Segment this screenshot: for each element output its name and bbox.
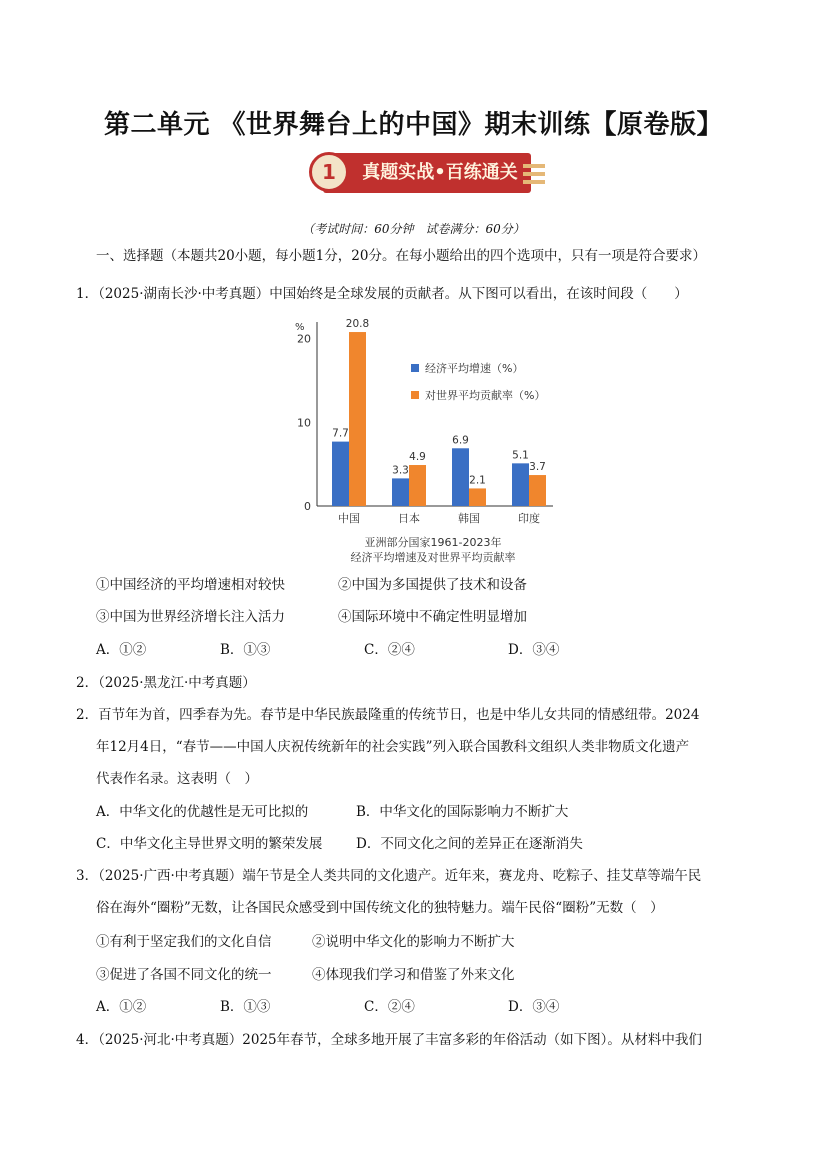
y-ticks xyxy=(297,333,311,513)
q3-option-b: B．①③ xyxy=(220,999,271,1015)
q2-source: 2．（2025·黑龙江·中考真题） xyxy=(76,675,256,691)
x-tick-label: 中国 xyxy=(338,512,360,525)
q3-option-a: A．①② xyxy=(96,999,147,1015)
bar-value-label: 5.1 xyxy=(512,449,529,462)
bar-growth xyxy=(332,442,349,506)
banner-stripe xyxy=(523,172,545,176)
bar-value-label: 3.3 xyxy=(392,464,409,477)
q2-option-d: D．不同文化之间的差异正在逐渐消失 xyxy=(356,836,583,852)
banner-stripe xyxy=(523,164,545,168)
q2-stem-line-2: 年12月4日，“春节——中国人庆祝传统新年的社会实践”列入联合国教科文组织人类非物质文化遗产 xyxy=(96,739,690,755)
q2-stem-line-1: 2．百节年为首，四季春为先。春节是中华民族最隆重的传统节日，也是中华儿女共同的情感纽带。2024 xyxy=(76,707,700,723)
bar-contribution xyxy=(409,465,426,506)
q1-option-d: D．③④ xyxy=(508,642,560,658)
bar-value-label: 2.1 xyxy=(469,474,486,487)
bar-growth xyxy=(452,448,469,506)
q1-option-a: A．①② xyxy=(96,642,147,658)
q3-statement-3: ③促进了各国不同文化的统一 xyxy=(96,967,272,983)
bar-chart xyxy=(285,316,565,568)
chart-caption-line-2: 经济平均增速及对世界平均贡献率 xyxy=(350,551,516,564)
q3-stem-line-2: 俗在海外“圈粉”无数，让各国民众感受到中国传统文化的独特魅力。端午民俗“圈粉”无数（ ） xyxy=(96,900,664,916)
bar-value-label: 3.7 xyxy=(529,461,546,474)
q1-option-b: B．①③ xyxy=(220,642,271,658)
y-tick-label: 10 xyxy=(297,416,311,430)
q1-statement-1: ①中国经济的平均增速相对较快 xyxy=(96,577,285,593)
q2-option-b: B．中华文化的国际影响力不断扩大 xyxy=(356,804,569,820)
page-title: 第二单元 《世界舞台上的中国》期末训练【原卷版】 xyxy=(103,110,724,140)
y-tick-label: 20 xyxy=(297,332,311,346)
legend-label-contribution: 对世界平均贡献率（%） xyxy=(425,389,546,402)
q1-option-c: C．②④ xyxy=(364,642,415,658)
q2-option-c: C．中华文化主导世界文明的繁荣发展 xyxy=(96,836,323,852)
bars xyxy=(332,318,546,525)
x-tick-label: 韩国 xyxy=(458,512,480,525)
bar-value-label: 7.7 xyxy=(332,427,349,440)
q2-stem-line-3: 代表作名录。这表明（ ） xyxy=(96,771,258,787)
banner-number-badge: 1 xyxy=(309,152,349,192)
x-tick-label: 印度 xyxy=(518,512,540,525)
bar-contribution xyxy=(469,488,486,506)
section-heading: 一、选择题（本题共20小题，每小题1分，20分。在每小题给出的四个选项中，只有一项是符合要求） xyxy=(96,248,706,264)
q3-option-d: D．③④ xyxy=(508,999,560,1015)
bar-contribution xyxy=(529,475,546,506)
exam-meta: （考试时间：60分钟 试卷满分：60分） xyxy=(302,222,525,236)
chart-caption-line-1: 亚洲部分国家1961-2023年 xyxy=(364,536,502,549)
q1-statement-3: ③中国为世界经济增长注入活力 xyxy=(96,609,285,625)
legend-swatch-contribution xyxy=(411,391,419,399)
q3-statement-2: ②说明中华文化的影响力不断扩大 xyxy=(312,934,515,950)
q1-statement-4: ④国际环境中不确定性明显增加 xyxy=(338,609,527,625)
bar-growth xyxy=(392,478,409,506)
q4-stem: 4．（2025·河北·中考真题）2025年春节，全球多地开展了丰富多彩的年俗活动（如下图）。从材料中我们 xyxy=(76,1032,702,1048)
legend-label-growth: 经济平均增速（%） xyxy=(425,362,524,375)
bar-growth xyxy=(512,463,529,506)
bar-contribution xyxy=(349,332,366,506)
banner-text: 真题实战•百练通关 xyxy=(362,162,518,183)
q2-option-a: A．中华文化的优越性是无可比拟的 xyxy=(96,804,309,820)
q3-statement-1: ①有利于坚定我们的文化自信 xyxy=(96,934,272,950)
x-tick-label: 日本 xyxy=(398,512,420,525)
q3-option-c: C．②④ xyxy=(364,999,415,1015)
bar-value-label: 20.8 xyxy=(345,318,370,331)
q1-statement-2: ②中国为多国提供了技术和设备 xyxy=(338,577,527,593)
banner-stripe xyxy=(523,180,545,184)
legend-swatch-growth xyxy=(411,364,419,372)
y-unit-label: % xyxy=(295,322,305,333)
q3-statement-4: ④体现我们学习和借鉴了外来文化 xyxy=(312,967,515,983)
legend xyxy=(411,361,545,402)
q1-stem: 1．（2025·湖南长沙·中考真题）中国始终是全球发展的贡献者。从下图可以看出，在该时间段（ ） xyxy=(76,286,688,302)
bar-value-label: 4.9 xyxy=(409,451,426,464)
section-banner xyxy=(309,150,545,198)
bar-value-label: 6.9 xyxy=(452,434,469,447)
q3-stem-line-1: 3．（2025·广西·中考真题）端午节是全人类共同的文化遗产。近年来，赛龙舟、吃粽子、挂艾草等端午民 xyxy=(76,868,702,884)
y-tick-label: 0 xyxy=(304,500,311,513)
